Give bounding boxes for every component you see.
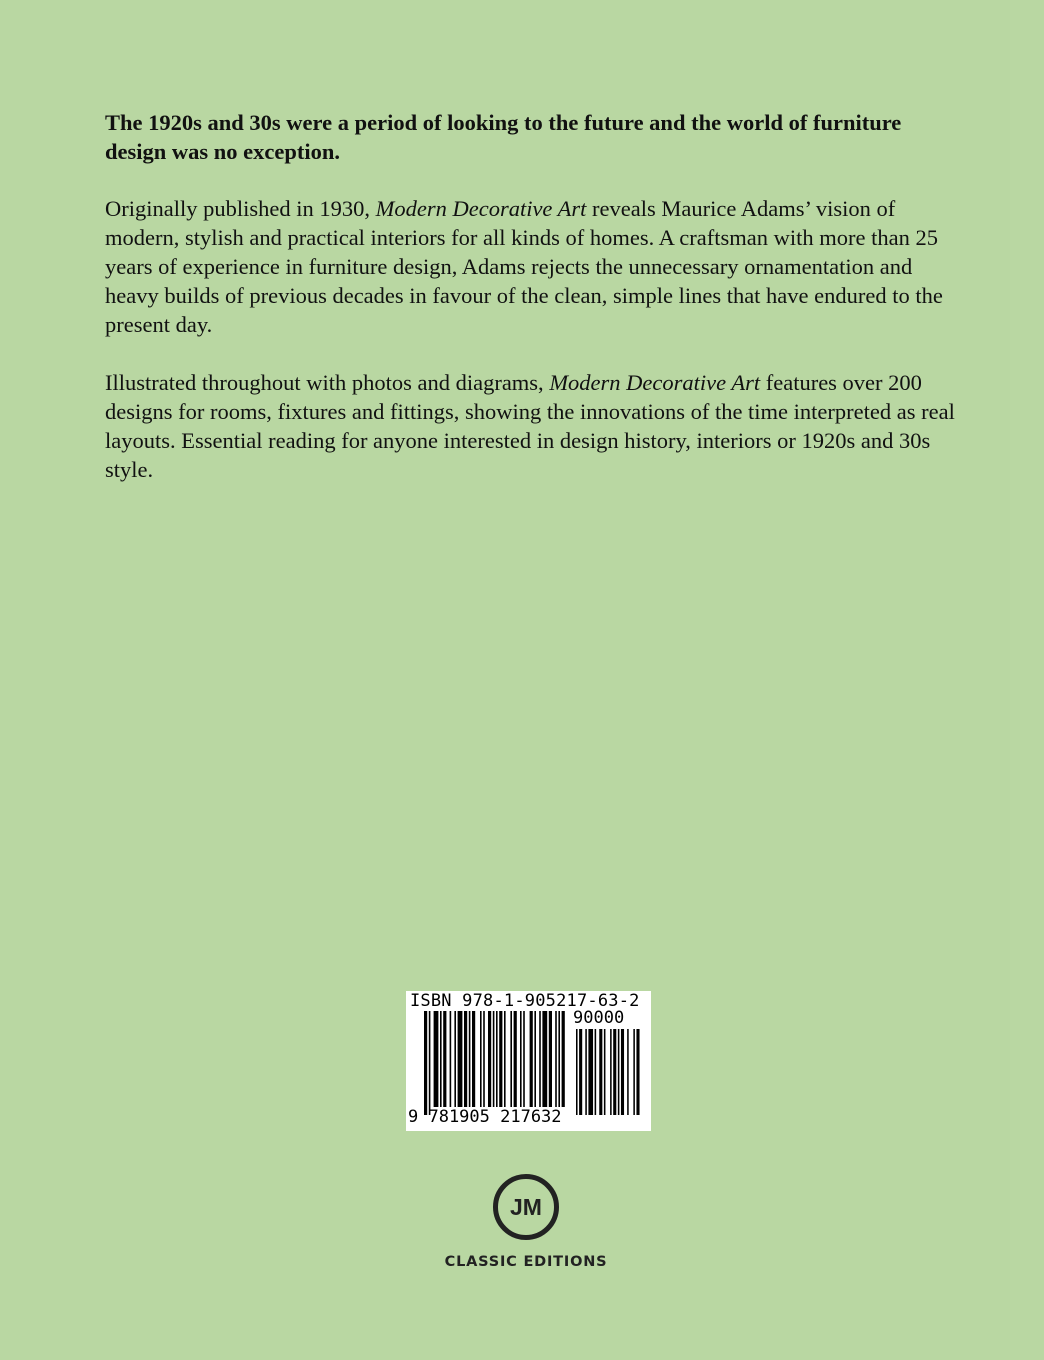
barcode-addon-bar	[604, 1029, 606, 1115]
barcode-addon-bar	[610, 1029, 612, 1115]
barcode-main-bar	[514, 1011, 517, 1107]
barcode-main-bar	[504, 1011, 506, 1107]
isbn-label: ISBN 978-1-905217-63-2	[410, 991, 640, 1011]
barcode-main-bar	[440, 1011, 442, 1107]
barcode-addon-bar	[636, 1029, 639, 1115]
barcode-main-bar	[534, 1011, 536, 1107]
barcode-addon-bar	[618, 1029, 620, 1115]
barcode-addon-bar	[627, 1029, 629, 1115]
barcode-main-bar	[464, 1011, 467, 1107]
barcode-main-bar	[542, 1011, 547, 1107]
jm-monogram-icon: JM	[493, 1174, 559, 1240]
barcode-addon-bar	[576, 1029, 578, 1115]
barcode-main-bar	[539, 1011, 541, 1107]
blurb-headline: The 1920s and 30s were a period of looking to the future and the world of furniture design was no exception.	[105, 110, 902, 164]
barcode-addon-bar	[621, 1029, 624, 1115]
barcode-addon-bar	[585, 1029, 587, 1115]
para2-book-title: Modern Decorative Art	[549, 370, 761, 395]
blurb-paragraph-2	[105, 368, 965, 484]
barcode-main-bar	[443, 1011, 446, 1107]
barcode-ean-digits: 9 781905 217632	[408, 1107, 562, 1127]
barcode-addon-bar	[599, 1029, 602, 1115]
barcode-main-bar	[510, 1011, 512, 1107]
barcode-main-bar	[434, 1011, 439, 1107]
para1-text-start: Originally published in 1930,	[105, 196, 376, 221]
barcode-main-bar	[454, 1011, 456, 1107]
publisher-logo	[438, 1174, 614, 1270]
barcode-main-bar	[429, 1011, 431, 1115]
barcode-main-bar	[549, 1011, 552, 1107]
back-cover-blurb	[105, 108, 965, 513]
barcode-main-bar	[480, 1011, 482, 1107]
barcode-main-bar	[555, 1011, 557, 1107]
barcode-main-bar	[450, 1011, 452, 1107]
barcode-main-bar	[458, 1011, 463, 1107]
barcode-main-bar	[493, 1011, 495, 1107]
barcode-addon-bar	[588, 1029, 593, 1115]
barcode-addon-bar	[613, 1029, 616, 1115]
publisher-name: CLASSIC EDITIONS	[444, 1254, 608, 1270]
barcode-main-bar	[558, 1011, 560, 1107]
para1-book-title: Modern Decorative Art	[375, 196, 587, 221]
barcode-main-bar	[530, 1011, 533, 1107]
barcode-main-bar	[483, 1011, 485, 1107]
barcode-main-bar	[469, 1011, 471, 1107]
para2-text-end: features over 200 designs for rooms, fixtures and fittings, showing the innovations of the time interpreted as real layouts. Essential reading for anyone interested in design history, interiors or 1920s and 30s style.	[105, 370, 955, 482]
barcode-main-bar	[472, 1011, 475, 1107]
barcode-addon-bar	[595, 1029, 597, 1115]
para2-text-start: Illustrated throughout with photos and diagrams,	[105, 370, 550, 395]
barcode-main-bar	[523, 1011, 525, 1107]
barcode-main-bar	[424, 1011, 427, 1115]
barcode-main-bar	[520, 1011, 522, 1107]
para1-text-end: reveals Maurice Adams’ vision of modern, stylish and practical interiors for all kinds of homes. A craftsman with more than 25 years of experience in furniture design, Adams rejects the unnecessary ornamentation and heavy builds of previous decades in favour of the clean, simple lines that have endured to the present day.	[105, 196, 943, 337]
barcode-addon-bar	[633, 1029, 635, 1115]
barcode-main-bar	[496, 1011, 498, 1107]
blurb-paragraph-1	[105, 194, 965, 339]
barcode-addon-number: 90000	[573, 1008, 625, 1028]
barcode-main-bar	[499, 1011, 502, 1107]
barcode-addon-bar	[579, 1029, 582, 1115]
barcode-main-bar	[562, 1011, 565, 1107]
barcode-main-bar	[488, 1011, 491, 1107]
isbn-barcode	[406, 991, 651, 1131]
